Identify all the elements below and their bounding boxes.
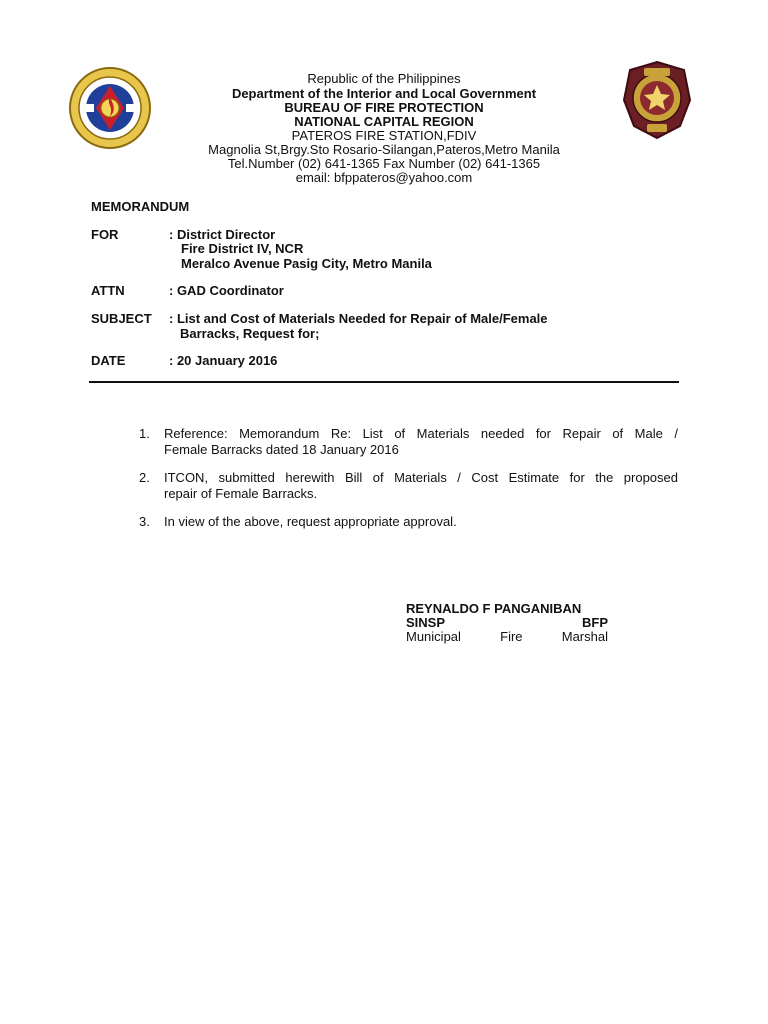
item-3-number: 3. bbox=[139, 514, 150, 529]
for-line-3: Meralco Avenue Pasig City, Metro Manila bbox=[181, 256, 432, 271]
for-label: FOR bbox=[91, 227, 119, 242]
signatory-title-word-2: Fire bbox=[500, 629, 523, 644]
item-3-line-1: In view of the above, request appropriate approval. bbox=[164, 514, 457, 529]
subject-line-2: Barracks, Request for; bbox=[180, 326, 320, 341]
header-divider bbox=[89, 381, 679, 383]
signatory-rank-row bbox=[406, 615, 608, 630]
signatory-org: BFP bbox=[582, 615, 608, 630]
bfp-ncr-badge-logo bbox=[622, 60, 692, 140]
item-1-line-2: Female Barracks dated 18 January 2016 bbox=[164, 442, 399, 457]
header-republic: Republic of the Philippines bbox=[307, 71, 461, 86]
item-1-line-1: Reference: Memorandum Re: List of Materials needed for Repair of Male / bbox=[164, 426, 678, 441]
header-bureau: BUREAU OF FIRE PROTECTION bbox=[284, 100, 484, 115]
memo-title: MEMORANDUM bbox=[91, 199, 190, 214]
header-department: Department of the Interior and Local Government bbox=[231, 86, 537, 101]
signatory-name: REYNALDO F PANGANIBAN bbox=[406, 601, 582, 616]
for-line-2: Fire District IV, NCR bbox=[181, 241, 304, 256]
dilg-bfp-seal-logo bbox=[68, 66, 152, 150]
signatory-rank: SINSP bbox=[406, 615, 446, 630]
header-station: PATEROS FIRE STATION,FDIV bbox=[291, 128, 477, 143]
date-label: DATE bbox=[91, 353, 126, 368]
date-value: : 20 January 2016 bbox=[169, 353, 278, 368]
header-email[interactable]: email: bfppateros@yahoo.com bbox=[295, 170, 473, 185]
header-phone: Tel.Number (02) 641-1365 Fax Number (02) 641-1365 bbox=[227, 156, 541, 171]
header-region: NATIONAL CAPITAL REGION bbox=[294, 114, 474, 129]
signatory-title-row bbox=[406, 629, 608, 645]
item-1-number: 1. bbox=[139, 426, 150, 441]
item-2-line-2: repair of Female Barracks. bbox=[164, 486, 318, 501]
subject-label: SUBJECT bbox=[91, 311, 152, 326]
header-address: Magnolia St,Brgy.Sto Rosario-Silangan,Pateros,Metro Manila bbox=[208, 142, 560, 157]
signatory-title-word-1: Municipal bbox=[406, 629, 461, 644]
for-line-1: : District Director bbox=[169, 227, 276, 242]
attn-value: : GAD Coordinator bbox=[169, 283, 284, 298]
subject-line-1: : List and Cost of Materials Needed for Repair of Male/Female bbox=[169, 311, 548, 326]
attn-label: ATTN bbox=[91, 283, 125, 298]
item-2-number: 2. bbox=[139, 470, 150, 485]
item-2-line-1: ITCON, submitted herewith Bill of Materials / Cost Estimate for the proposed bbox=[164, 470, 678, 485]
signatory-title-word-3: Marshal bbox=[561, 629, 608, 644]
